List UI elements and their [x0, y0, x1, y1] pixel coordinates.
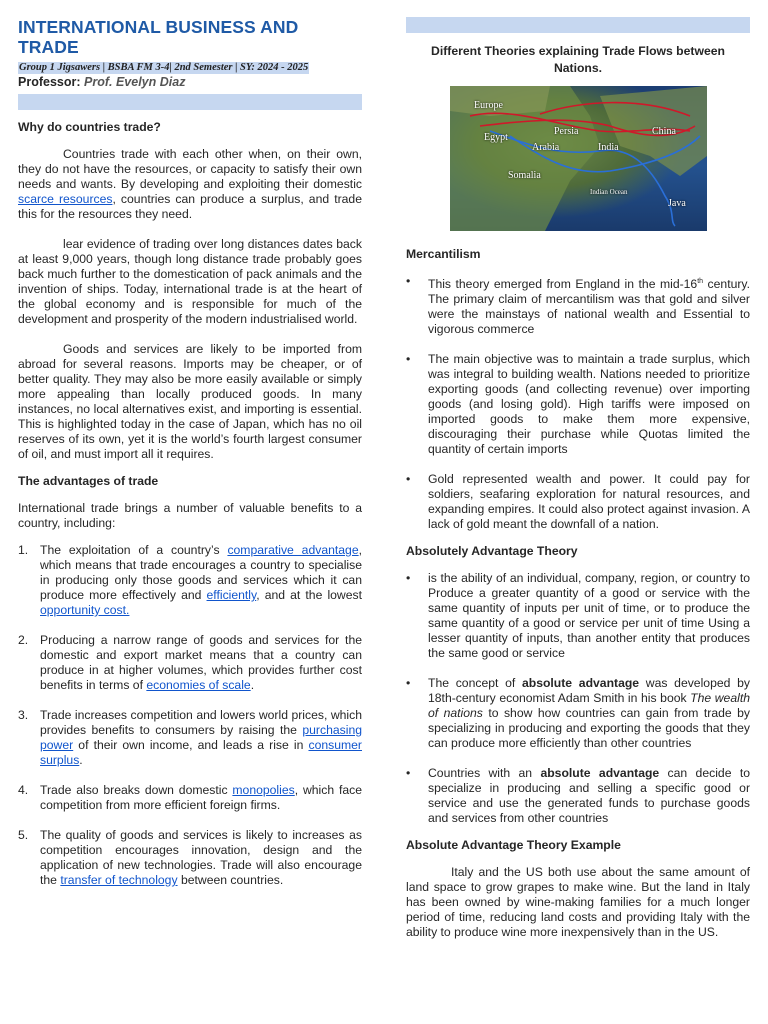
item-text: The concept of: [428, 676, 522, 691]
professor-name: Prof. Evelyn Diaz: [84, 75, 186, 89]
item-text: to show how countries can gain from trade by specializing in producing and exporting the goods that they can produce more efficiently than other countries: [428, 706, 750, 751]
item-text: The quality of goods and services is likely to increases as competition encourages innovation, design and the application of new technologies. Trade will also encourage the: [40, 828, 362, 887]
professor-label: Professor:: [18, 75, 81, 89]
list-item: [406, 472, 750, 532]
bullet-icon: •: [406, 352, 411, 367]
economies-of-scale-link[interactable]: economies of scale: [146, 678, 251, 692]
bold-term: absolute advantage: [540, 766, 660, 781]
item-text: Countries with an: [428, 766, 541, 781]
map-label-arabia: Arabia: [532, 142, 560, 153]
list-item: [406, 676, 750, 751]
map-label-egypt: Egypt: [484, 132, 508, 143]
bullet-icon: •: [406, 274, 411, 288]
left-column: [18, 17, 362, 888]
item-text: is the ability of an individual, company, region, or country to Produce a greater quantity of a good or service with the same quantity of inputs per unit of time, or to produce the same quantity of a good or service per unit of time Using a lesser quantity of inputs, than another entity that produces the same good or service: [428, 571, 750, 661]
absolute-advantage-list: [406, 571, 750, 826]
example-heading: Absolute Advantage Theory Example: [406, 838, 621, 853]
item-text: century. The primary claim of mercantilism was that gold and silver were the mainstays of national wealth and Essential to vigorous commerce: [428, 277, 750, 337]
paragraph-2: lear evidence of trading over long distances dates back at least 9,000 years, though long distance trade probably goes back much further to the domestication of pack animals and the invention of ships. Today, international trade is at the heart of the global economy and is responsible for much of the development and prosperity of the modern industrialised world.: [18, 237, 362, 326]
mercantilism-heading: Mercantilism: [406, 247, 481, 261]
mercantilism-list: [406, 274, 750, 532]
list-item: [406, 571, 750, 661]
map-label-india: India: [598, 142, 619, 153]
item-text: was developed by 18th-century economist Adam Smith in his book: [428, 676, 750, 706]
list-item: [406, 352, 750, 457]
transfer-of-technology-link[interactable]: transfer of technology: [60, 873, 178, 887]
document-title: INTERNATIONAL BUSINESS AND TRADE: [18, 17, 299, 57]
header-bar: [18, 94, 362, 110]
paragraph-3: Goods and services are likely to be imported from abroad for several reasons. Imports may be cheaper, or of better quality. They may also be more easily available or simply more appealing than locally produced goods. In many instances, no local alternatives exist, and importing is essential. This is highlighted today in the case of Japan, which has no oil reserves of its own, yet it is the world’s fourth largest consumer of oil, and must import all it requires.: [18, 342, 362, 461]
item-text: can decide to specialize in producing and selling a specific good or service and use the generated funds to purchase goods and services from other countries: [428, 766, 750, 826]
item-text: The exploitation of a country’s: [40, 543, 228, 557]
scarce-resources-link[interactable]: scarce resources: [18, 192, 113, 206]
list-number: 4.: [18, 783, 29, 797]
right-column: [406, 17, 750, 940]
item-text: , and at the lowest: [256, 588, 362, 602]
advantages-list: [18, 543, 362, 888]
list-item: [18, 708, 362, 768]
book-title: The wealth of nations: [428, 691, 750, 721]
bullet-icon: •: [406, 766, 411, 781]
item-text: Trade increases competition and lowers world prices, which provides benefits to consumers by raising the: [40, 708, 362, 737]
monopolies-link[interactable]: monopolies: [232, 783, 295, 797]
map-label-indian-ocean: Indian Ocean: [590, 188, 628, 196]
item-text: , which face competition from more efficient foreign firms.: [40, 783, 362, 812]
item-text: between countries.: [177, 873, 284, 887]
purchasing-power-link[interactable]: purchasing power: [40, 723, 362, 752]
paragraph-1: [18, 147, 362, 222]
item-text: Gold represented wealth and power. It could pay for soldiers, seafaring exploration for natural resources, and expanding empires. It could also protect against invasion. A lack of gold meant the downfall of a nation.: [428, 472, 750, 532]
list-item: [406, 274, 750, 337]
map-label-somalia: Somalia: [508, 170, 541, 181]
superscript: th: [697, 278, 704, 285]
header-bar-right: [406, 17, 750, 33]
p1-text-a: Countries trade with each other when, on their own, they do not have the resources, or capacity to satisfy their own needs and wants. By developing and exploiting their domestic: [18, 147, 362, 191]
item-text: .: [79, 753, 83, 767]
theories-heading: Different Theories explaining Trade Flows between Nations.: [431, 44, 725, 75]
efficiently-link[interactable]: efficiently: [206, 588, 257, 602]
item-text: The main objective was to maintain a trade surplus, which was integral to building wealth. Nations needed to prioritize exporting goods (and collecting revenue) over importing goods (and losing gold). High tariffs were imposed on imported goods to make them more expensive, discouraging their purchase while Quotas limited the quantity of certain imports: [428, 352, 750, 457]
bullet-icon: •: [406, 676, 411, 691]
map-label-java: Java: [668, 198, 686, 209]
bullet-icon: •: [406, 571, 411, 586]
bullet-icon: •: [406, 472, 411, 487]
map-label-china: China: [652, 126, 676, 137]
consumer-surplus-link[interactable]: consumer surplus: [40, 738, 362, 767]
item-text: .: [250, 678, 255, 692]
list-number: 2.: [18, 633, 29, 647]
p1-text-b: , countries can produce a surplus, and trade this for the resources they need.: [18, 192, 362, 221]
map-label-persia: Persia: [554, 126, 579, 137]
list-item: [18, 783, 362, 813]
list-number: 1.: [18, 543, 29, 557]
item-text: This theory emerged from England in the mid-16: [428, 277, 698, 292]
item-text: Trade also breaks down domestic: [40, 783, 233, 797]
why-heading: Why do countries trade?: [18, 120, 161, 134]
item-text: , which means that trade encourages a country to specialise in producing only those goods and services which it can produce more effectively and: [40, 543, 362, 602]
trade-routes-map: [450, 86, 707, 231]
example-paragraph: Italy and the US both use about the same amount of land space to grow grapes to make wine. But the land in Italy has been owned by wine-making families for a much longer period of time, reducing land costs and providing Italy with the ability to produce wine more inexpensively than in the US.: [406, 865, 750, 940]
list-item: [18, 543, 362, 618]
list-item: [406, 766, 750, 826]
item-text: of their own income, and leads a rise in: [73, 738, 309, 752]
bold-term: absolute advantage: [521, 676, 640, 691]
map-label-europe: Europe: [474, 100, 503, 111]
list-item: [18, 828, 362, 888]
absolute-advantage-heading: Absolutely Advantage Theory: [406, 544, 578, 559]
list-item: [18, 633, 362, 693]
advantages-heading: The advantages of trade: [18, 474, 159, 488]
item-text: Producing a narrow range of goods and services for the domestic and export market means that a country can produce in at higher volumes, which provides further cost benefits in terms of: [40, 633, 362, 692]
advantages-intro: International trade brings a number of valuable benefits to a country, including:: [18, 501, 362, 530]
comparative-advantage-link[interactable]: comparative advantage: [227, 543, 359, 557]
document-subtitle: Group 1 Jigsawers | BSBA FM 3-4| 2nd Semester | SY: 2024 - 2025: [19, 62, 309, 73]
professor-line: [18, 75, 362, 90]
list-number: 3.: [18, 708, 29, 722]
list-number: 5.: [18, 828, 29, 842]
opportunity-cost-link[interactable]: opportunity cost.: [40, 603, 130, 617]
